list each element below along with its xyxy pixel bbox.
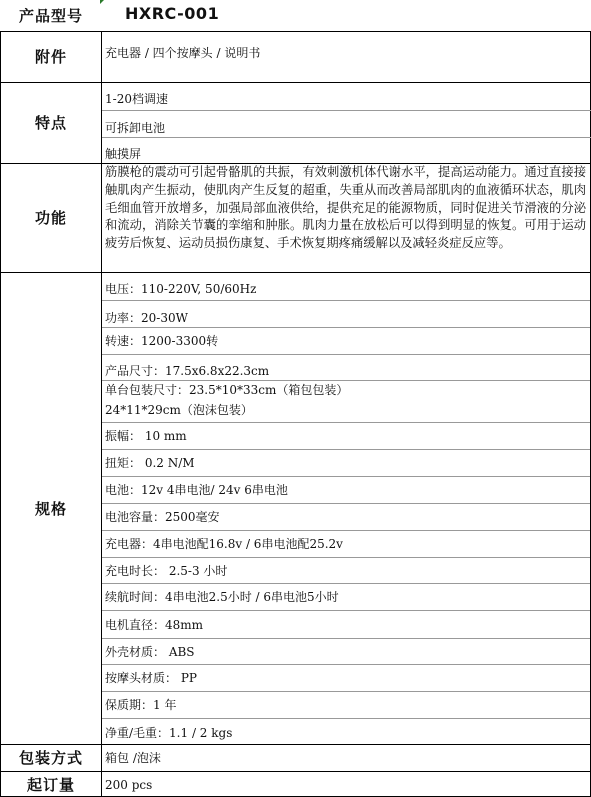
spec-item: 外壳材质： ABS — [105, 645, 195, 659]
moq-content — [102, 771, 591, 797]
feature-item: 1-20档调速 — [105, 92, 168, 106]
spec-item: 净重/毛重：1.1 / 2 kgs — [105, 726, 233, 740]
model-label: 产品型号 — [18, 6, 83, 25]
function-content — [102, 163, 591, 272]
spec-divider — [102, 664, 590, 665]
row-border — [0, 272, 591, 273]
spec-item: 功率：20-30W — [105, 311, 188, 325]
feature-divider — [102, 137, 591, 138]
accessories-label: 附件 — [0, 31, 102, 82]
spec-divider — [102, 300, 590, 301]
spec-item: 续航时间：4串电池2.5小时 / 6串电池5小时 — [105, 590, 339, 604]
spec-item: 产品尺寸：17.5x6.8x22.3cm — [105, 364, 270, 378]
spec-divider — [102, 718, 590, 719]
spec-item: 单台包装尺寸：23.5*10*33cm（箱包包装） — [105, 383, 349, 397]
spec-item: 电机直径：48mm — [105, 618, 204, 632]
spec-item: 24*11*29cm（泡沫包装） — [105, 403, 253, 417]
spec-divider — [102, 327, 590, 328]
model-row — [0, 0, 591, 31]
spec-item: 电池容量：2500毫安 — [105, 510, 220, 524]
spec-divider — [102, 422, 590, 423]
packaging-value: 箱包 /泡沫 — [105, 751, 161, 765]
accessories-value: 充电器 / 四个按摩头 / 说明书 — [105, 46, 261, 60]
spec-item: 按摩头材质： PP — [105, 671, 197, 685]
spec-divider — [102, 557, 590, 558]
function-description: 筋膜枪的震动可引起骨骼肌的共振，有效刺激机体代谢水平，提高运动能力。通过直接接触肌肉产生振动，使肌肉产生反复的超重，失重从而改善局部肌肉的血液循环状态，肌肉毛细血管开放增多，加强局部血液供给，提供充足的能源物质，同时促进关节滑液的分泌和流动，消除关节囊的挛缩和肿胀。肌肉力量在放松后可以得到明显的恢复。可用于运动疲劳后恢复、运动员损伤康复、手术恢复期疼痛缓解以及减轻炎症反应等。 — [105, 165, 586, 251]
moq-row — [0, 771, 591, 797]
function-label: 功能 — [0, 163, 102, 272]
cell-marker-icon — [100, 0, 104, 4]
row-border — [0, 771, 591, 772]
spec-divider — [102, 503, 590, 504]
spec-item: 振幅： 10 mm — [105, 429, 187, 443]
packaging-content — [102, 744, 591, 771]
specs-label: 规格 — [0, 272, 102, 744]
row-border — [0, 82, 591, 83]
function-row — [0, 163, 591, 272]
spec-item: 充电时长： 2.5-3 小时 — [105, 564, 228, 578]
features-row — [0, 82, 591, 163]
spec-divider — [102, 449, 590, 450]
spec-item: 电压：110-220V, 50/60Hz — [105, 282, 257, 296]
spec-item: 充电器：4串电池配16.8v / 6串电池配25.2v — [105, 537, 343, 551]
accessories-content — [102, 31, 591, 82]
spec-item: 保质期：1 年 — [105, 698, 177, 712]
row-border — [0, 163, 591, 164]
spec-item: 电池：12v 4串电池/ 24v 6串电池 — [105, 483, 288, 497]
spec-divider — [102, 354, 590, 355]
spec-item: 转速：1200-3300转 — [105, 334, 219, 348]
spec-divider — [102, 583, 590, 584]
features-content — [102, 82, 591, 163]
model-value: HXRC-001 — [125, 4, 220, 23]
moq-label: 起订量 — [0, 771, 102, 797]
spec-item: 扭矩： 0.2 N/M — [105, 456, 195, 470]
row-border — [0, 744, 591, 745]
packaging-row — [0, 744, 591, 771]
feature-item: 可拆卸电池 — [105, 121, 166, 135]
moq-value: 200 pcs — [105, 778, 153, 792]
spec-divider — [102, 530, 590, 531]
specs-content — [102, 272, 591, 744]
spec-divider — [102, 380, 590, 381]
features-label: 特点 — [0, 82, 102, 163]
spec-divider — [102, 638, 590, 639]
row-border — [0, 31, 591, 32]
feature-item: 触摸屏 — [105, 147, 142, 161]
spec-divider — [102, 476, 590, 477]
spec-divider — [102, 691, 590, 692]
feature-divider — [102, 110, 591, 111]
packaging-label: 包装方式 — [0, 744, 102, 771]
specs-row — [0, 272, 591, 744]
spec-divider — [102, 610, 590, 611]
accessories-row — [0, 31, 591, 82]
